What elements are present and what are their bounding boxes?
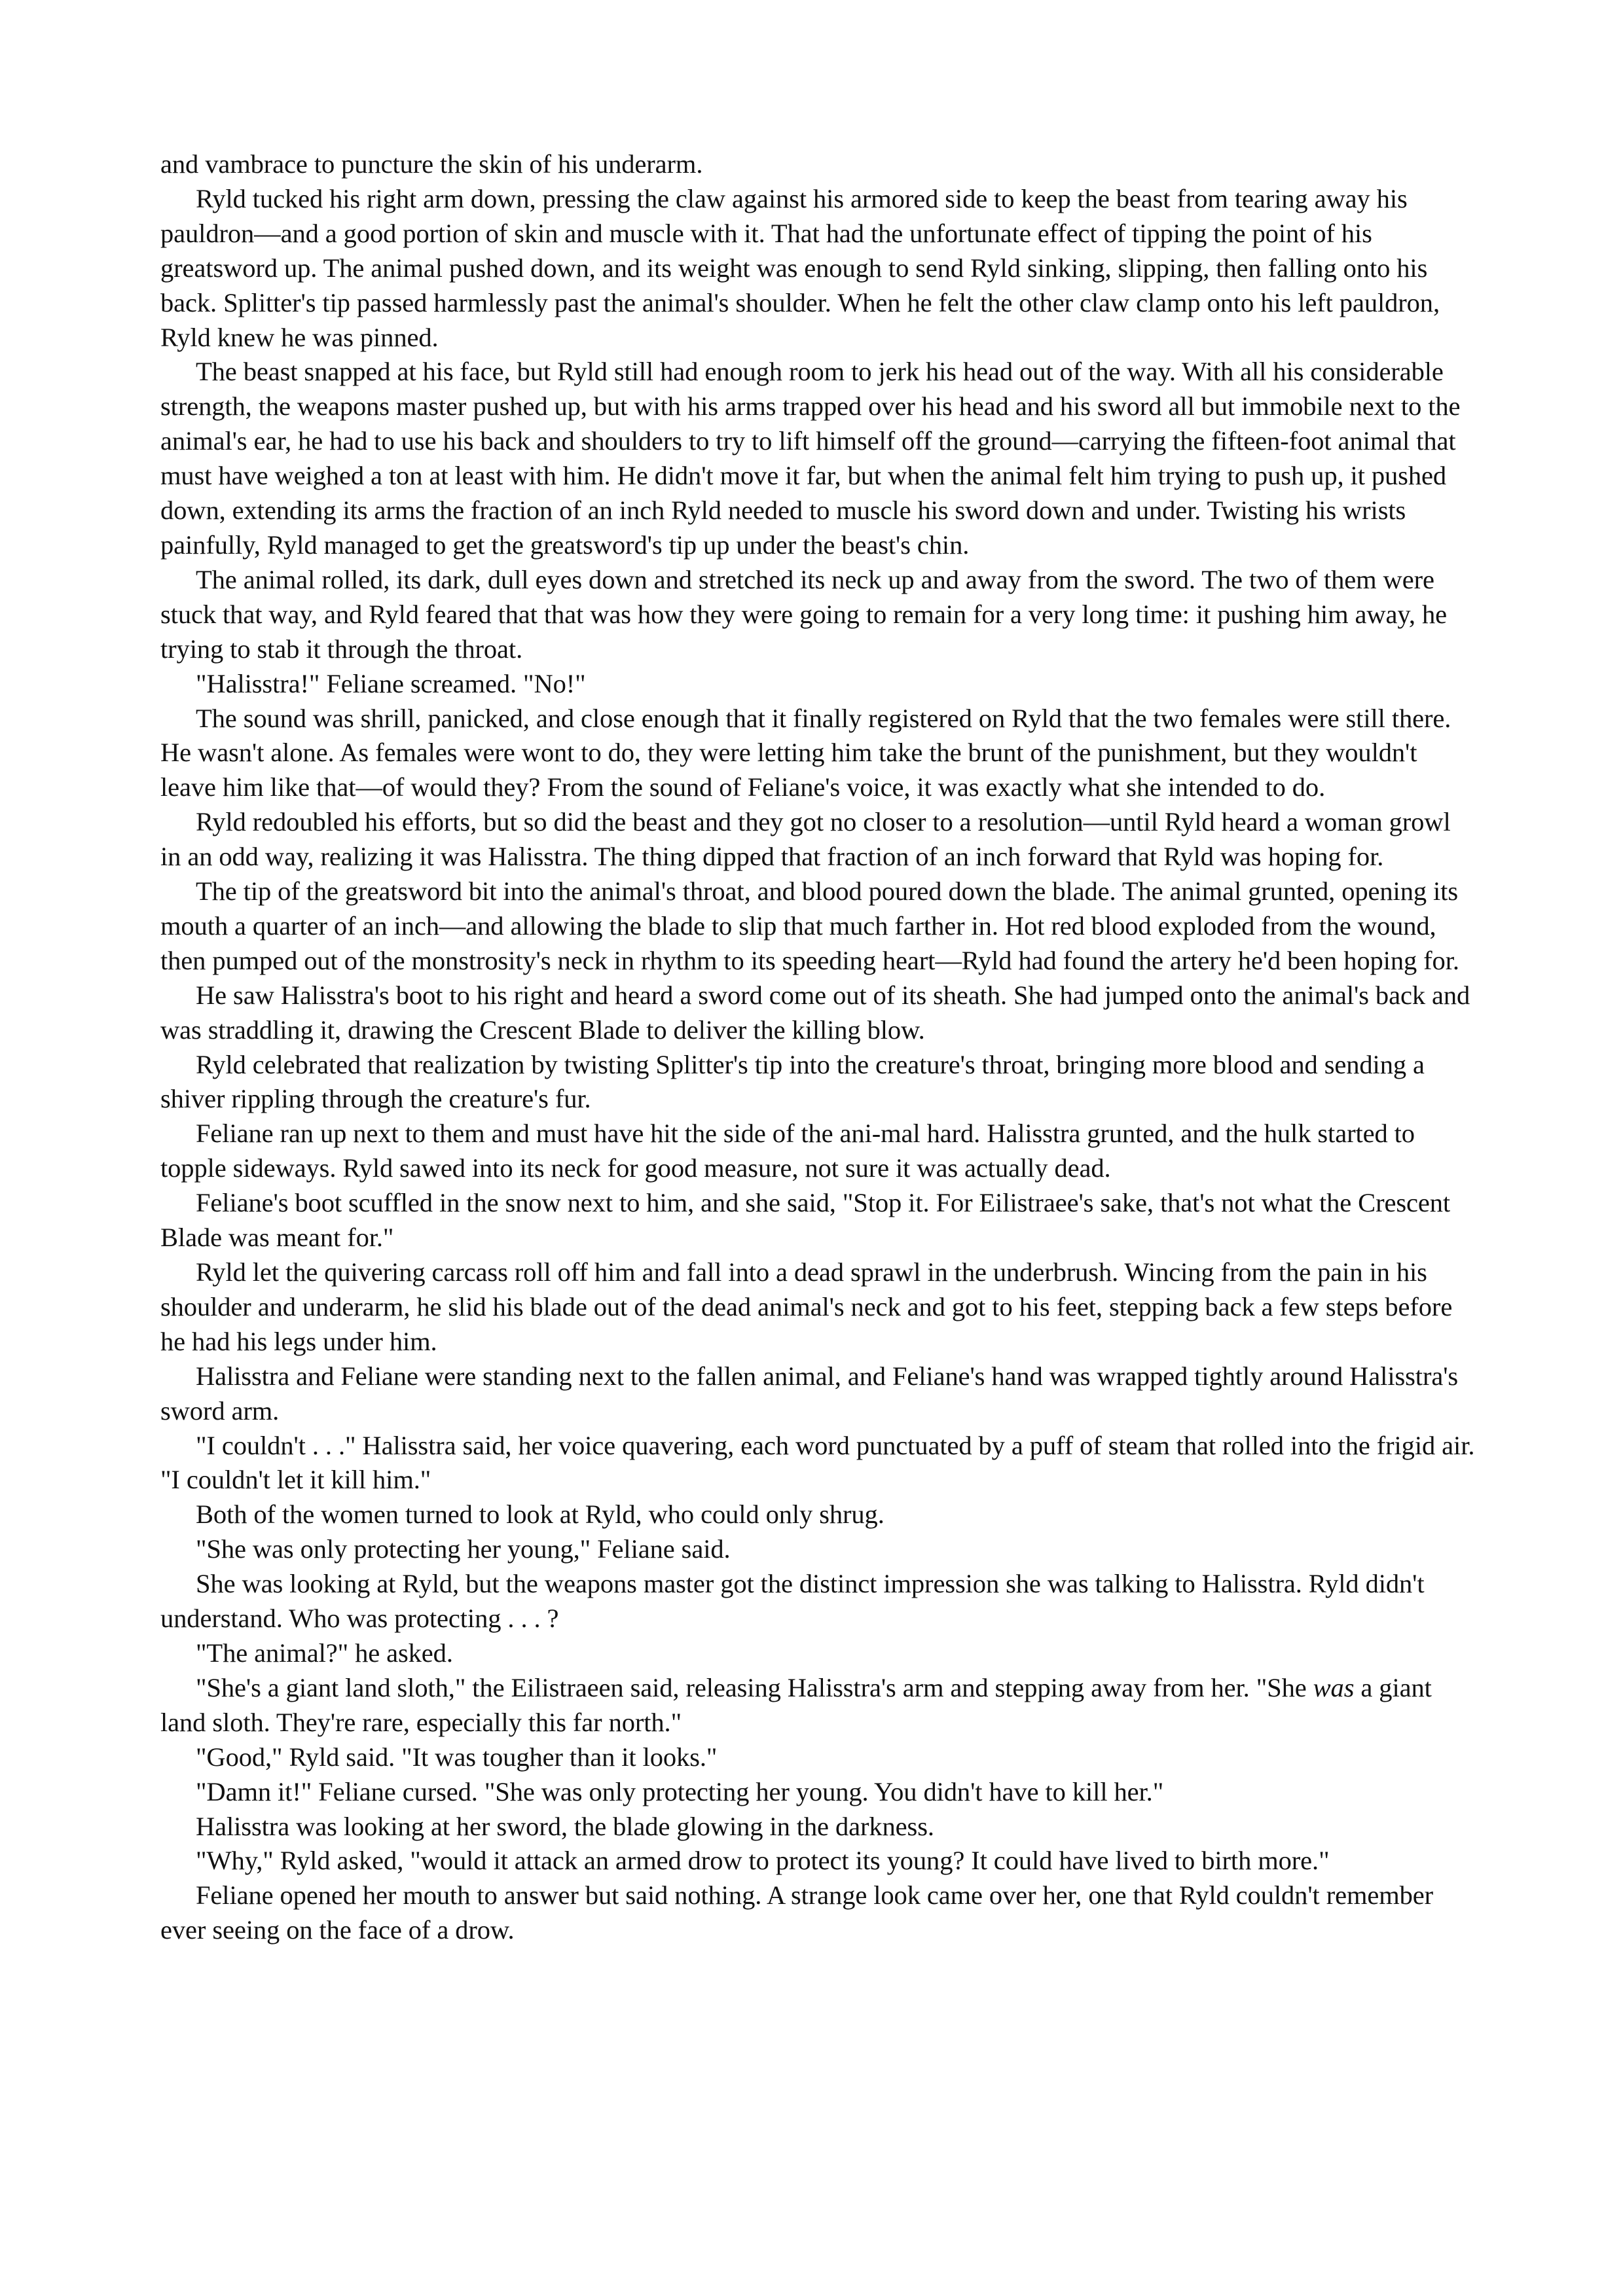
paragraph: She was looking at Ryld, but the weapons master got the distinct impression she was talking to Halisstra. Ryld didn't understand. Who was protecting . . . ? [160,1569,1425,1634]
paragraph: "Damn it!" Feliane cursed. "She was only protecting her young. You didn't have to kill her." [196,1776,1164,1806]
paragraph: The beast snapped at his face, but Ryld still had enough room to jerk his head out of the way. With all his considerable strength, the weapons master pushed up, but with his arms trapped over his head and his sword all but immobile next to the animal's ear, he had to use his back and shoulders to try to lift himself off the ground—carrying the fifteen-foot animal that must have weighed a ton at least with him. He didn't move it far, but when the animal felt him trying to push up, it pushed down, extending its arms the fraction of an inch Ryld needed to muscle his sword down and under. Twisting his wrists painfully, Ryld managed to get the greatsword's tip up under the beast's chin. [160,357,1461,560]
emphasized-word: was [1313,1672,1355,1702]
paragraph: Ryld let the quivering carcass roll off him and fall into a dead sprawl in the underbrush. Wincing from the pain in his shoulder and underarm, he slid his blade out of the dead animal's neck and got to his feet, stepping back a few steps before he had his legs under him. [160,1257,1453,1356]
paragraph: Feliane ran up next to them and must have hit the side of the ani-mal hard. Halisstra grunted, and the hulk started to topple sideways. Ryld sawed into its neck for good measure, not sure it was actually dead. [160,1119,1415,1183]
paragraph: Ryld tucked his right arm down, pressing the claw against his armored side to keep the beast from tearing away his pauldron—and a good portion of skin and muscle with it. That had the unfortunate effect of tipping the point of his greatsword up. The animal pushed down, and its weight was enough to send Ryld sinking, slipping, then falling onto his back. Splitter's tip passed harmlessly past the animal's shoulder. When he felt the other claw clamp onto his left pauldron, Ryld knew he was pinned. [160,183,1440,352]
paragraph: "I couldn't . . ." Halisstra said, her voice quavering, each word punctuated by a puff of steam that rolled into the frigid air. "I couldn't let it kill him." [160,1430,1475,1495]
paragraph: Ryld redoubled his efforts, but so did the beast and they got no closer to a resolution—until Ryld heard a woman growl in an odd way, realizing it was Halisstra. The thing dipped that fraction of an inch forward that Ryld was hoping for. [160,807,1451,872]
paragraph: "Good," Ryld said. "It was tougher than it looks." [196,1742,718,1772]
paragraph: The sound was shrill, panicked, and close enough that it finally registered on Ryld that the two females were still there. He wasn't alone. As females were wont to do, they were letting him take the brunt of the punishment, but they wouldn't leave him like that—of would they? From the sound of Feliane's voice, it was exactly what she intended to do. [160,703,1451,802]
paragraph: Halisstra was looking at her sword, the blade glowing in the darkness. [196,1811,934,1841]
paragraph: "She was only protecting her young," Feliane said. [196,1534,731,1564]
paragraph: "Why," Ryld asked, "would it attack an armed drow to protect its young? It could have lived to birth more." [196,1846,1330,1876]
text-segment: "She's a giant land sloth," the Eilistraeen said, releasing Halisstra's arm and stepping away from her. "She [196,1672,1313,1702]
page-body [160,147,1476,1948]
paragraph: "The animal?" he asked. [196,1638,453,1668]
paragraph: He saw Halisstra's boot to his right and heard a sword come out of its sheath. She had jumped onto the animal's back and was straddling it, drawing the Crescent Blade to deliver the killing blow. [160,980,1470,1045]
paragraph: Ryld celebrated that realization by twisting Splitter's tip into the creature's throat, bringing more blood and sending a shiver rippling through the creature's fur. [160,1049,1425,1114]
text-segment: a giant land sloth. They're rare, especially this far north." [160,1672,1432,1737]
paragraph: The tip of the greatsword bit into the animal's throat, and blood poured down the blade. The animal grunted, opening its mouth a quarter of an inch—and allowing the blade to slip that much farther in. Hot red blood exploded from the wound, then pumped out of the monstrosity's neck in rhythm to its speeding heart—Ryld had found the artery he'd been hoping for. [160,876,1459,975]
paragraph: The animal rolled, its dark, dull eyes down and stretched its neck up and away from the sword. The two of them were stuck that way, and Ryld feared that that was how they were going to remain for a very long time: it pushing him away, he trying to stab it through the throat. [160,564,1448,664]
paragraph-with-emphasis [160,1671,1476,1740]
paragraph: Halisstra and Feliane were standing next to the fallen animal, and Feliane's hand was wrapped tightly around Halisstra's sword arm. [160,1361,1459,1426]
paragraph: "Halisstra!" Feliane screamed. "No!" [196,668,586,698]
paragraph: Both of the women turned to look at Ryld, who could only shrug. [196,1499,884,1530]
paragraph: Feliane's boot scuffled in the snow next to him, and she said, "Stop it. For Eilistraee's sake, that's not what the Crescent Blade was meant for." [160,1188,1451,1253]
paragraph: and vambrace to puncture the skin of his underarm. [160,149,703,179]
paragraph: Feliane opened her mouth to answer but said nothing. A strange look came over her, one that Ryld couldn't remember ever seeing on the face of a drow. [160,1880,1434,1945]
